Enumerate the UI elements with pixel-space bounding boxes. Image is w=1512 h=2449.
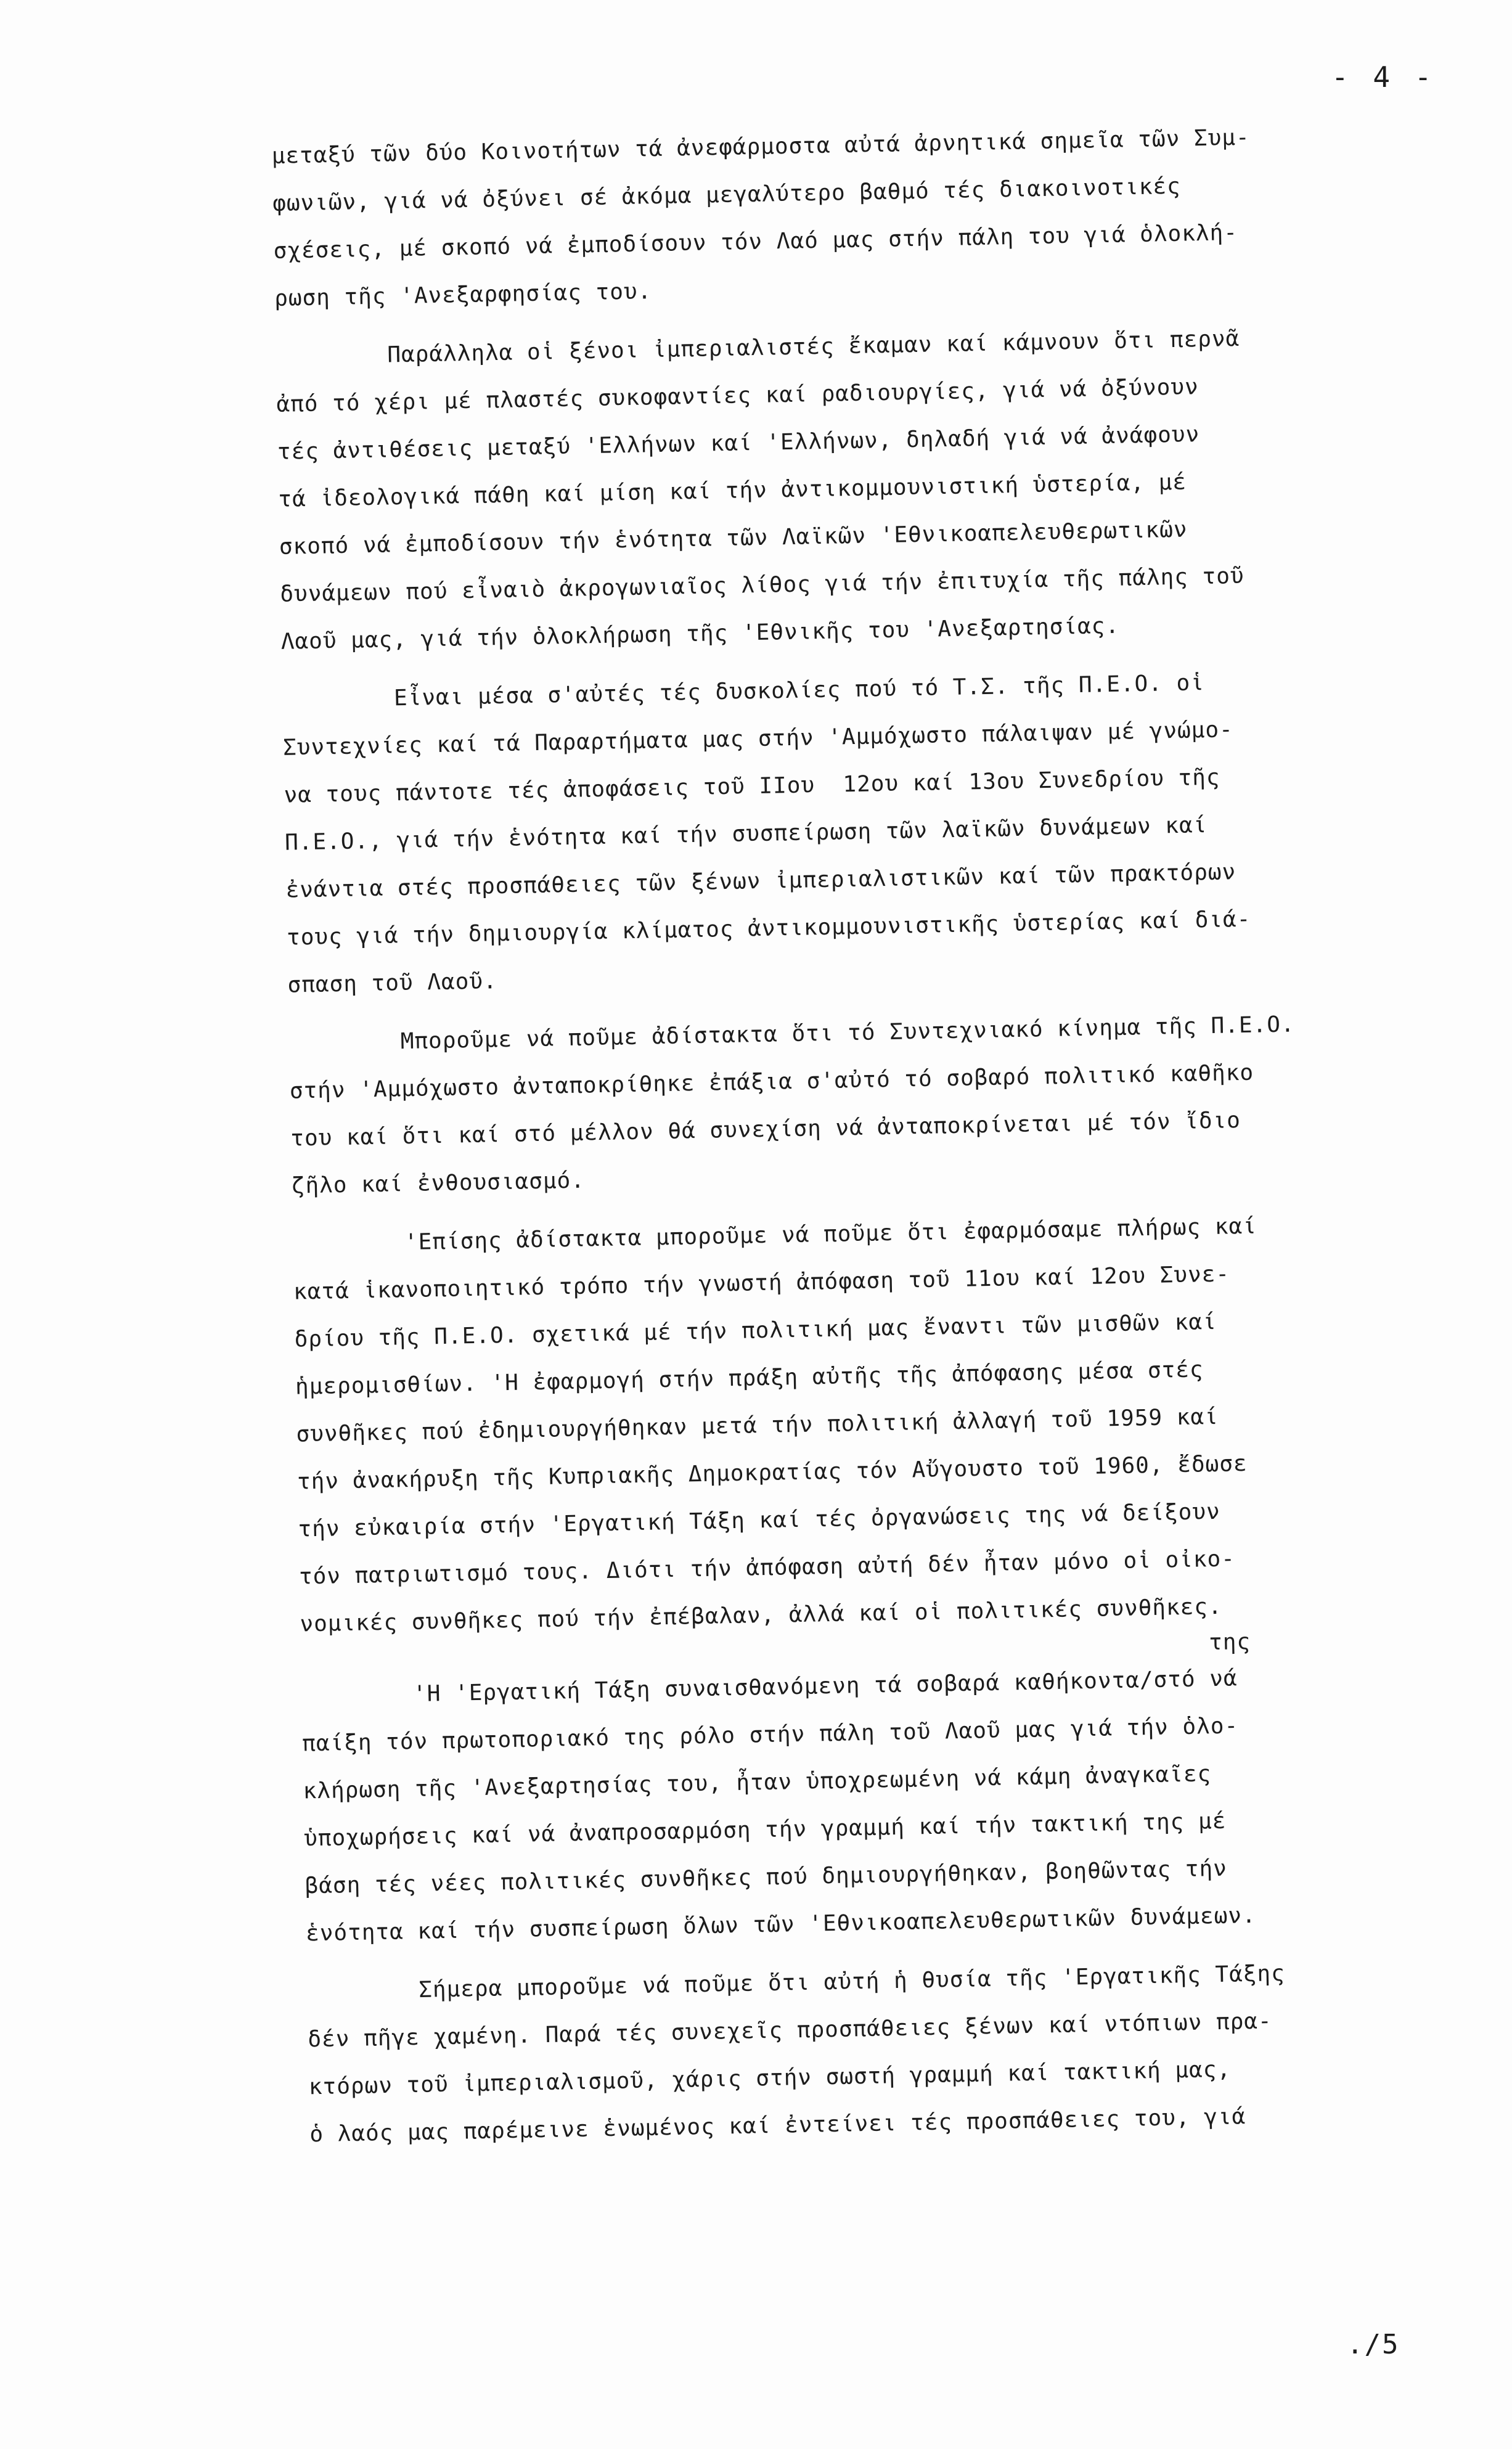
text-line: συνθῆκες πού ἐδημιουργήθηκαν μετά τήν πολιτική ἀλλαγή τοῦ 1959 καί <box>296 1404 1219 1447</box>
text-line: δρίου τῆς Π.Ε.Ο. σχετικά μέ τήν πολιτική μας ἔναντι τῶν μισθῶν καί <box>294 1309 1217 1352</box>
text-line: ὁ λαός μας παρέμεινε ἑνωμένος καί ἐντείνει τές προσπάθειες του, γιά <box>309 2104 1246 2148</box>
text-line: τήν ἀνακήρυξη τῆς Κυπριακῆς Δημοκρατίας τόν Αὔγουστο τοῦ 1960, ἔδωσε <box>296 1451 1248 1495</box>
text-line: 'Η 'Εργατική Τάξη συναισθανόμενη τά σοβαρά καθήκοντα/στό νά <box>301 1666 1238 1709</box>
text-line: κτόρων τοῦ ἰμπεριαλισμοῦ, χάρις στήν σωστή γραμμή καί τακτική μας, <box>308 2056 1232 2100</box>
text-line: σχέσεις, μέ σκοπό νά ἐμποδίσουν τόν Λαό μας στήν πάλη του γιά ὁλοκλή- <box>273 219 1238 264</box>
paragraph-4 <box>288 997 1494 1209</box>
text-line: ρωση τῆς 'Ανεξαρφησίας του. <box>274 279 652 311</box>
text-line: δυνάμεων πού εἶναιὸ ἀκρογωνιαῖος λίθος γιά τήν ἐπιτυχία τῆς πάλης τοῦ <box>279 563 1244 607</box>
text-line: ἡμερομισθίων. 'Η ἐφαρμογή στήν πράξη αὐτῆς τῆς ἀπόφασης μέσα στές <box>295 1357 1204 1400</box>
text-line: Παράλληλα οἱ ξένοι ἰμπεριαλιστές ἔκαμαν καί κάμνουν ὅτι περνᾶ <box>275 325 1240 370</box>
text-line: νομικές συνθῆκες πού τήν ἐπέβαλαν, ἀλλά καί οἱ πολιτικές συνθῆκες. <box>300 1593 1223 1637</box>
text-line: ἑνότητα καί τήν συσπείρωση ὅλων τῶν 'Εθνικοαπελευθερωτικῶν δυνάμεων. <box>305 1902 1257 1947</box>
text-line: τές ἀντιθέσεις μεταξύ 'Ελλήνων καί 'Ελλήνων, δηλαδή γιά νά ἀνάφουν <box>277 422 1200 465</box>
text-line: κατά ἱκανοποιητικό τρόπο τήν γνωστή ἀπόφαση τοῦ 11ου καί 12ου Συνε- <box>293 1261 1230 1305</box>
text-line: σκοπό νά ἐμποδίσουν τήν ἑνότητα τῶν Λαϊκῶν 'Εθνικοαπελευθερωτικῶν <box>279 517 1188 560</box>
text-line: στήν 'Αμμόχωστο ἀνταποκρίθηκε ἐπάξια σ'αὐτό τό σοβαρό πολιτικό καθῆκο <box>289 1060 1254 1104</box>
text-line: του καί ὅτι καί στό μέλλον θά συνεχίση νά ἀνταποκρίνεται μέ τόν ἴδιο <box>290 1108 1241 1151</box>
text-line: ἀπό τό χέρι μέ πλαστές συκοφαντίες καί ραδιουργίες, γιά νά ὀξύνουν <box>276 374 1199 417</box>
text-line: Λαοῦ μας, γιά τήν ὁλοκλήρωση τῆς 'Εθνικῆς του 'Ανεξαρτησίας. <box>280 613 1120 655</box>
text-line: 'Επίσης ἀδίστακτα μποροῦμε νά ποῦμε ὅτι ἐφαρμόσαμε πλήρως καί <box>292 1213 1257 1257</box>
text-line: τήν εὐκαιρία στήν 'Εργατική Τάξη καί τές ὀργανώσεις της νά δείξουν <box>298 1498 1221 1542</box>
text-line: ὑποχωρήσεις καί νά ἀναπροσαρμόση τήν γραμμή καί τήν τακτική της μέ <box>303 1808 1227 1852</box>
text-line: Εἶναι μέσα σ'αὐτές τές δυσκολίες πού τό Τ.Σ. τῆς Π.Ε.Ο. οἱ <box>282 670 1205 713</box>
typewritten-body <box>271 110 1512 2159</box>
paragraph-3 <box>282 653 1490 1008</box>
text-line: της <box>300 1629 1251 1673</box>
paragraph-1 <box>271 110 1477 322</box>
text-line: να τους πάντοτε τές ἀποφάσεις τοῦ ΙΙου 12ου καί 13ου Συνεδρίου τῆς <box>284 764 1220 808</box>
text-line: Συντεχνίες καί τά Παραρτήματα μας στήν 'Αμμόχωστο πάλαιψαν μέ γνώμο- <box>282 717 1234 761</box>
text-line: δέν πῆγε χαμένη. Παρά τές συνεχεῖς προσπάθειες ξένων καί ντόπιων πρα- <box>308 2008 1273 2053</box>
text-line: βάση τές νέες πολιτικές συνθῆκες πού δημιουργήθηκαν, βοηθῶντας τήν <box>304 1855 1228 1899</box>
text-line: ἐνάντια στές προσπάθειες τῶν ξένων ἰμπεριαλιστικῶν καί τῶν πρακτόρων <box>285 859 1236 903</box>
text-line: παίξη τόν πρωτοποριακό της ρόλο στήν πάλη τοῦ Λαοῦ μας γιά τήν ὁλο- <box>301 1713 1239 1757</box>
text-line: σπαση τοῦ Λαοῦ. <box>287 968 497 998</box>
text-line: τους γιά τήν δημιουργία κλίματος ἀντικομμουνιστικῆς ὑστερίας καί διά- <box>286 906 1251 951</box>
paragraph-5 <box>292 1198 1502 1648</box>
text-line: μεταξύ τῶν δύο Κοινοτήτων τά ἀνεφάρμοστα αὐτά ἀρνητικά σημεῖα τῶν Συμ- <box>271 125 1251 169</box>
paragraph-6 <box>300 1625 1508 1957</box>
text-line: Μποροῦμε νά ποῦμε ἀδίστακτα ὅτι τό Συντεχνιακό κίνημα τῆς Π.Ε.Ο. <box>288 1012 1295 1057</box>
text-line: φωνιῶν, γιά νά ὀξύνει σέ ἀκόμα μεγαλύτερο βαθμό τές διακοινοτικές <box>272 173 1182 216</box>
text-line: Σήμερα μποροῦμε νά ποῦμε ὅτι αὐτή ἡ θυσία τῆς 'Εργατικῆς Τάξης <box>306 1960 1286 2005</box>
text-line: κλήρωση τῆς 'Ανεξαρτησίας του, ἦταν ὑποχρεωμένη νά κάμη ἀναγκαῖες <box>303 1761 1212 1804</box>
text-line: Π.Ε.Ο., γιά τήν ἑνότητα καί τήν συσπείρωση τῶν λαϊκῶν δυνάμεων καί <box>284 812 1208 856</box>
text-line: ζῆλο καί ἐνθουσιασμό. <box>291 1167 586 1199</box>
paragraph-7 <box>306 1945 1512 2158</box>
paragraph-2 <box>275 311 1483 666</box>
page-number: - 4 - <box>1331 60 1436 94</box>
text-line: τά ἰδεολογικά πάθη καί μίση καί τήν ἀντικομμουνιστική ὑστερία, μέ <box>278 469 1187 512</box>
text-line: τόν πατριωτισμό τους. Διότι τήν ἀπόφαση αὐτή δέν ἦταν μόνο οἱ οἰκο- <box>298 1546 1236 1590</box>
continuation-mark: ./5 <box>1347 2329 1400 2360</box>
